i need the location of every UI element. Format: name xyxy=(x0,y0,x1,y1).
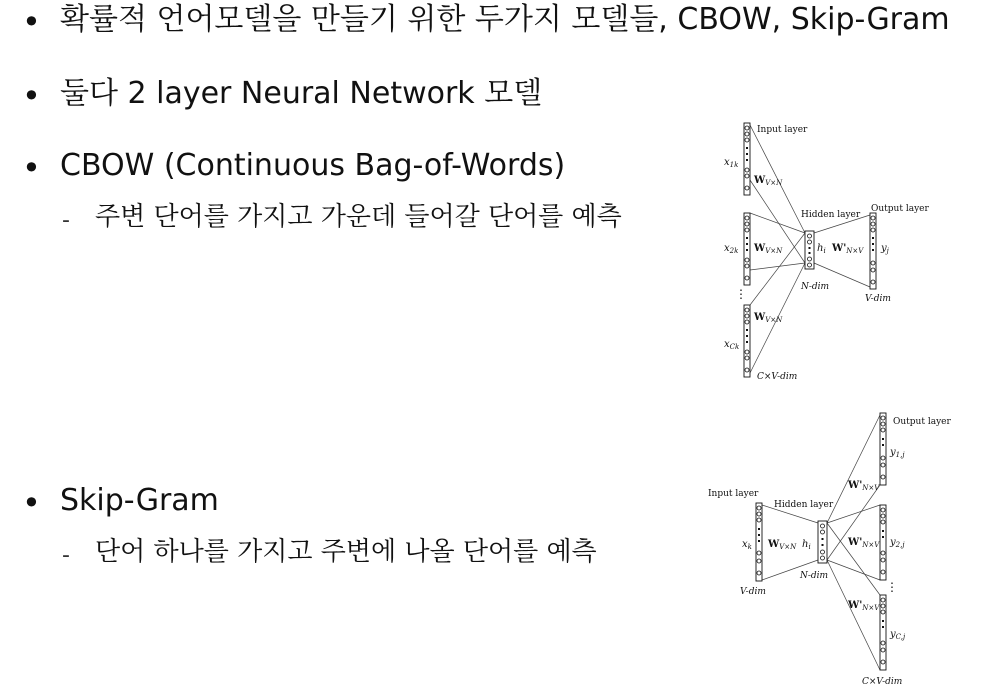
bullet-marker: • xyxy=(22,77,41,115)
sg-input-layer-label: Input layer xyxy=(708,489,759,499)
sg-hidden-layer-label: Hidden layer xyxy=(774,500,834,510)
sg-v-dim-label: V-dim xyxy=(740,587,766,597)
w-weight-label-2: $W_{V\times N}$ xyxy=(754,243,783,255)
bullet-text: CBOW (Continuous Bag-of-Words) xyxy=(60,148,566,183)
sg-ellipsis-dots: ⋮ xyxy=(886,580,898,594)
hi-label: $h_i$ xyxy=(817,243,826,255)
x2k-label: $x_{2k}$ xyxy=(724,243,739,255)
sg-cv-dim-label: C×V-dim xyxy=(862,677,903,687)
sg-hidden-vector xyxy=(818,521,827,563)
sg-w-label: $W_{V\times N}$ xyxy=(768,539,797,551)
sub-bullet-marker: - xyxy=(62,208,70,233)
hidden-layer-label: Hidden layer xyxy=(801,210,861,220)
bullet-text: 둘다 2 layer Neural Network 모델 xyxy=(60,76,543,111)
bullet-marker: • xyxy=(22,484,41,522)
bullet-text: Skip-Gram xyxy=(60,483,219,518)
bullet-text: 확률적 언어모델을 만들기 위한 두가지 모델들, CBOW, Skip-Gram xyxy=(60,2,950,37)
cbow-diagram xyxy=(715,115,955,385)
ycj-label: $y_{C,j}$ xyxy=(890,629,906,641)
output-layer-label: Output layer xyxy=(871,204,929,214)
sg-w-prime-label-c: $W'_{N\times V}$ xyxy=(848,600,880,612)
sub-bullet-text: 주변 단어를 가지고 가운데 들어갈 단어를 예측 xyxy=(95,202,622,232)
y1j-label: $y_{1,j}$ xyxy=(890,447,905,459)
skipgram-diagram xyxy=(700,405,1000,690)
w-weight-label-1: $W_{V\times N}$ xyxy=(754,175,783,187)
x1k-label: $x_{1k}$ xyxy=(724,157,739,169)
bullet-marker: • xyxy=(22,3,41,41)
input-layer-label: Input layer xyxy=(757,125,808,135)
bullet-marker: • xyxy=(22,149,41,187)
sg-hi-label: $h_i$ xyxy=(802,539,811,551)
sub-bullet-text: 단어 하나를 가지고 주변에 나올 단어를 예측 xyxy=(95,537,597,567)
v-dim-label: V-dim xyxy=(865,294,891,304)
sg-w-prime-label-1: $W'_{N\times V}$ xyxy=(848,480,880,492)
n-dim-label: N-dim xyxy=(801,282,830,292)
w-prime-label: $W'_{N\times V}$ xyxy=(832,243,864,255)
ellipsis-dots: ⋮ xyxy=(735,287,747,301)
w-weight-label-c: $W_{V\times N}$ xyxy=(754,312,783,324)
xk-label: $x_k$ xyxy=(742,539,752,551)
sg-output-layer-label: Output layer xyxy=(893,417,951,427)
sub-bullet-marker: - xyxy=(62,543,70,568)
sg-w-prime-label-2: $W'_{N\times V}$ xyxy=(848,537,880,549)
sg-n-dim-label: N-dim xyxy=(800,571,829,581)
y2j-label: $y_{2,j}$ xyxy=(890,537,905,549)
cv-dim-label: C×V-dim xyxy=(757,372,798,382)
yj-label: $y_j$ xyxy=(881,243,889,255)
xck-label: $x_{Ck}$ xyxy=(724,339,740,351)
